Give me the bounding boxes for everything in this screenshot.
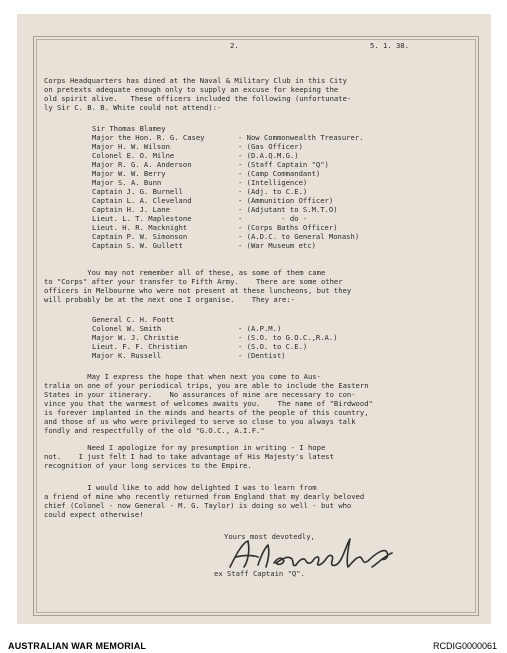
officer-role: - (S.O. to G.O.C.,R.A.)	[238, 333, 338, 342]
officer-name: Major H. W. Wilson	[92, 142, 170, 151]
officer-name: General C. H. Foott	[92, 315, 175, 324]
officer-role: - (Staff Captain "Q")	[238, 160, 329, 169]
officer-row	[92, 223, 364, 232]
officer-name: Lieut. H. R. Macknight	[92, 223, 188, 232]
officer-list-2	[92, 315, 338, 360]
handwritten-signature	[222, 537, 412, 571]
text-line: I would like to add how delighted I was to learn from	[44, 483, 317, 492]
signature-title: ex Staff Captain "Q".	[214, 569, 305, 578]
officer-name: Captain L. A. Cleveland	[92, 196, 192, 205]
officer-role: - (A.D.C. to General Monash)	[238, 232, 360, 241]
intro-paragraph	[44, 76, 351, 112]
officer-row	[92, 187, 364, 196]
text-line: Corps Headquarters has dined at the Naval & Military Club in this City	[44, 76, 347, 85]
officer-role: - (A.P.M.)	[238, 324, 282, 333]
officer-row	[92, 196, 364, 205]
officer-role: - (Adj. to C.E.)	[238, 187, 308, 196]
officer-name: Major the Hon. R. G. Casey	[92, 133, 205, 142]
officer-name: Captain J. G. Burnell	[92, 187, 183, 196]
text-line: not. I just felt I had to take advantage of His Majesty's latest	[44, 452, 334, 461]
footer-archive-name: AUSTRALIAN WAR MEMORIAL	[8, 641, 147, 651]
officer-role: - (Gas Officer)	[238, 142, 303, 151]
officer-name: Major W. W. Berry	[92, 169, 166, 178]
text-line: officers in Melbourne who were not present at these luncheons, but they	[44, 286, 352, 295]
officer-role: - (D.A.Q.M.G.)	[238, 151, 299, 160]
officer-role: - (S.O. to C.E.)	[238, 342, 308, 351]
text-line: Need I apologize for my presumption in writing - I hope	[44, 443, 326, 452]
text-line: on pretexts adequate enough only to supply an excuse for keeping the	[44, 85, 339, 94]
officer-row	[92, 241, 364, 250]
officer-role: - - do -	[238, 214, 308, 223]
officer-row	[92, 169, 364, 178]
officer-name: Major S. A. Bunn	[92, 178, 162, 187]
officer-row	[92, 315, 338, 324]
text-line: is forever implanted in the minds and hearts of the people of this country,	[44, 408, 369, 417]
footer-record-id: RCDIG0000061	[432, 641, 497, 651]
officer-name: Major W. J. Christie	[92, 333, 179, 342]
officer-row	[92, 342, 338, 351]
officer-row	[92, 232, 364, 241]
officer-row	[92, 205, 364, 214]
officer-row	[92, 133, 364, 142]
officer-name: Major R. G. A. Anderson	[92, 160, 192, 169]
closing-line: Yours most devotedly,	[224, 532, 315, 541]
text-line: ly Sir C. B. B. White could not attend):-	[44, 103, 222, 112]
text-line: May I express the hope that when next you come to Aus-	[44, 372, 321, 381]
text-line: and those of us who were privileged to serve so close to you always talk	[44, 417, 356, 426]
page-number: 2.	[230, 41, 239, 50]
paragraph-5	[44, 483, 364, 519]
officer-role	[238, 124, 364, 133]
officer-name: Sir Thomas Blamey	[92, 124, 166, 133]
officer-row	[92, 124, 364, 133]
officer-row	[92, 151, 364, 160]
officer-name: Lieut. F. F. Christian	[92, 342, 188, 351]
letter-date: 5. 1. 38.	[370, 41, 409, 50]
officer-role	[238, 315, 338, 324]
officer-name: Captain S. W. Gullett	[92, 241, 183, 250]
officer-row	[92, 142, 364, 151]
paragraph-3	[44, 372, 373, 435]
text-line: You may not remember all of these, as some of them came	[44, 268, 326, 277]
text-line: a friend of mine who recently returned from England that my dearly beloved	[44, 492, 365, 501]
officer-row	[92, 324, 338, 333]
text-line: fondly and respectfully of the old "G.O.C., A.I.F."	[44, 426, 265, 435]
officer-name: Lieut. L. T. Maplestone	[92, 214, 192, 223]
officer-name: Colonel E. O. Milne	[92, 151, 175, 160]
officer-list-1	[92, 124, 364, 250]
text-line: could expect otherwise!	[44, 510, 144, 519]
paragraph-2	[44, 268, 351, 304]
officer-row	[92, 160, 364, 169]
officer-role: - Now Commonwealth Treasurer.	[238, 133, 364, 142]
officer-role: - (Dentist)	[238, 351, 286, 360]
officer-role: - (Intelligence)	[238, 178, 308, 187]
officer-role: - (Ammunition Officer)	[238, 196, 334, 205]
officer-name: Captain H. J. Lane	[92, 205, 170, 214]
officer-name: Major K. Russell	[92, 351, 162, 360]
officer-role: - (Adjutant to S.M.T.O)	[238, 205, 338, 214]
officer-name: Colonel W. Smith	[92, 324, 162, 333]
officer-role: - (Camp Commandant)	[238, 169, 321, 178]
officer-row	[92, 351, 338, 360]
officer-role: - (Corps Baths Officer)	[238, 223, 338, 232]
text-line: old spirit alive. These officers included the following (unfortunate-	[44, 94, 352, 103]
text-line: to "Corps" after your transfer to Fifth Army. There are some other	[44, 277, 343, 286]
text-line: chief (Colonel - now General - M. G. Taylor) is doing so well - but who	[44, 501, 352, 510]
officer-row	[92, 214, 364, 223]
officer-row	[92, 333, 338, 342]
paragraph-4	[44, 443, 334, 470]
letter-header	[44, 41, 454, 50]
officer-name: Captain P. W. Simonson	[92, 232, 188, 241]
text-line: will probably be at the next one I organise. They are:-	[44, 295, 295, 304]
officer-role: - (War Museum etc)	[238, 241, 316, 250]
text-line: vince you that the warmest of welcomes awaits you. The name of "Birdwood"	[44, 399, 373, 408]
text-line: recognition of your long services to the Empire.	[44, 461, 252, 470]
officer-row	[92, 178, 364, 187]
text-line: States in your itinerary. No assurances of mine are necessary to con-	[44, 390, 356, 399]
text-line: tralia on one of your periodical trips, you are able to include the Eastern	[44, 381, 369, 390]
